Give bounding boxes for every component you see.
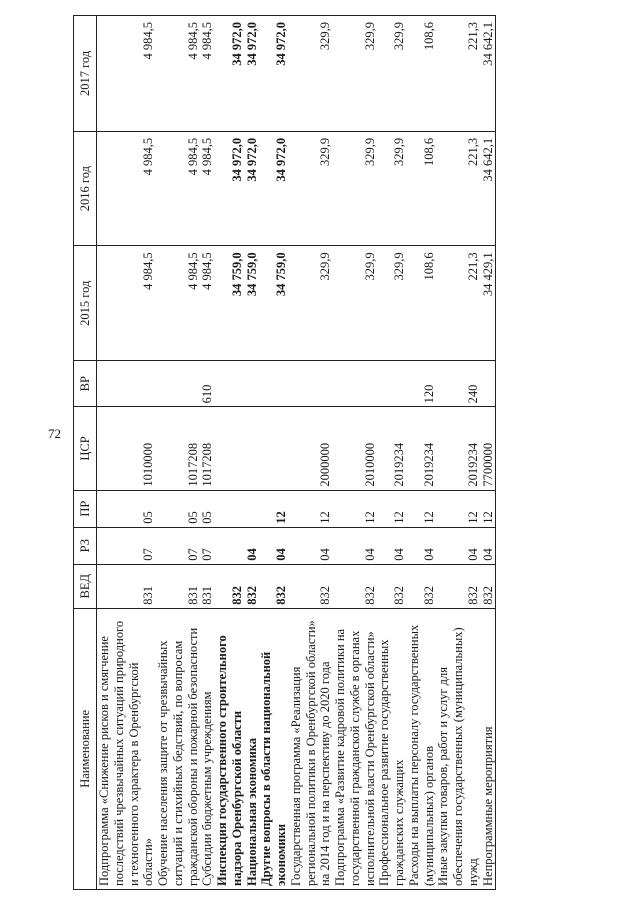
row-2015: 4 984,5 (200, 246, 215, 361)
row-name: Другие вопросы в области национальной экономики (259, 608, 289, 889)
row-pr: 12 (407, 490, 437, 527)
row-2017: 221,3 (436, 16, 480, 132)
row-ved: 831 (97, 564, 157, 608)
row-ved: 832 (245, 564, 260, 608)
row-pr (215, 490, 245, 527)
row-vr (289, 361, 333, 407)
row-2016: 4 984,5 (200, 131, 215, 246)
row-ved: 832 (215, 564, 245, 608)
row-ved: 832 (377, 564, 407, 608)
row-vr (97, 361, 157, 407)
row-rz: 07 (156, 527, 200, 564)
row-2015: 34 759,0 (245, 246, 260, 361)
table-row (481, 16, 496, 890)
row-csr: 7700000 (481, 407, 496, 490)
row-2016: 34 642,1 (481, 131, 496, 246)
row-csr: 1010000 (97, 407, 157, 490)
header-2016: 2016 год (74, 131, 97, 246)
row-csr: 2019234 (377, 407, 407, 490)
row-ved: 832 (259, 564, 289, 608)
row-2016: 108,6 (407, 131, 437, 246)
row-2017: 329,9 (289, 16, 333, 132)
row-pr: 05 (156, 490, 200, 527)
row-ved: 832 (436, 564, 480, 608)
header-vr: ВР (74, 361, 97, 407)
row-rz (215, 527, 245, 564)
row-pr: 05 (97, 490, 157, 527)
row-rz: 04 (259, 527, 289, 564)
row-pr: 12 (289, 490, 333, 527)
row-2016: 329,9 (289, 131, 333, 246)
row-rz: 04 (436, 527, 480, 564)
row-pr: 12 (377, 490, 407, 527)
row-2017: 329,9 (377, 16, 407, 132)
table-row (97, 16, 157, 890)
header-rz: РЗ (74, 527, 97, 564)
page-number: 72 (48, 426, 61, 441)
row-2015: 4 984,5 (156, 246, 200, 361)
row-csr: 2019234 (436, 407, 480, 490)
row-2017: 34 642,1 (481, 16, 496, 132)
row-rz: 04 (333, 527, 377, 564)
budget-table (73, 15, 496, 890)
row-vr: 120 (407, 361, 437, 407)
row-name: Государственная программа «Реализация региональной политики в Оренбургской области» на 2014 год и на перспективу до 2020 года (289, 608, 333, 889)
header-ved: ВЕД (74, 564, 97, 608)
rotated-budget-page (73, 15, 618, 890)
row-2016: 34 972,0 (259, 131, 289, 246)
row-vr (245, 361, 260, 407)
row-ved: 831 (156, 564, 200, 608)
row-pr: 12 (436, 490, 480, 527)
row-csr: 2000000 (289, 407, 333, 490)
row-2015: 4 984,5 (97, 246, 157, 361)
row-csr (245, 407, 260, 490)
header-csr: ЦСР (74, 407, 97, 490)
row-csr: 2010000 (333, 407, 377, 490)
row-name: Подпрограмма «Развитие кадровой политики на государственной гражданской службе в органах исполнительной власти Оренбургской области» (333, 608, 377, 889)
row-2016: 221,3 (436, 131, 480, 246)
row-rz: 07 (200, 527, 215, 564)
row-2016: 4 984,5 (156, 131, 200, 246)
row-vr: 610 (200, 361, 215, 407)
row-vr (481, 361, 496, 407)
row-pr: 12 (333, 490, 377, 527)
row-2017: 329,9 (333, 16, 377, 132)
row-name: Профессиональное развитие государственных гражданских служащих (377, 608, 407, 889)
row-csr (215, 407, 245, 490)
header-name: Наименование (74, 608, 97, 889)
row-ved: 832 (407, 564, 437, 608)
table-row (259, 16, 289, 890)
row-rz: 07 (97, 527, 157, 564)
row-rz: 04 (377, 527, 407, 564)
row-2015: 329,9 (377, 246, 407, 361)
table-header-row (74, 16, 97, 890)
row-name: Непрограммные мероприятия (481, 608, 496, 889)
row-2015: 221,3 (436, 246, 480, 361)
row-2015: 34 429,1 (481, 246, 496, 361)
table-row (436, 16, 480, 890)
row-2017: 34 972,0 (245, 16, 260, 132)
row-rz: 04 (245, 527, 260, 564)
row-csr (259, 407, 289, 490)
row-vr (377, 361, 407, 407)
row-2017: 34 972,0 (215, 16, 245, 132)
table-row (377, 16, 407, 890)
row-name: Расходы на выплаты персоналу государственных (муниципальных) органов (407, 608, 437, 889)
row-2015: 108,6 (407, 246, 437, 361)
row-rz: 04 (407, 527, 437, 564)
row-2016: 4 984,5 (97, 131, 157, 246)
row-2015: 329,9 (333, 246, 377, 361)
row-vr (156, 361, 200, 407)
table-row (333, 16, 377, 890)
row-name: Национальная экономика (245, 608, 260, 889)
row-pr (245, 490, 260, 527)
table-row (215, 16, 245, 890)
row-name: Обучение населения защите от чрезвычайных ситуаций и стихийных бедствий, по вопросам гражданской обороны и пожарной безопасности (156, 608, 200, 889)
row-pr: 12 (259, 490, 289, 527)
table-row (200, 16, 215, 890)
header-2015: 2015 год (74, 246, 97, 361)
row-2016: 329,9 (377, 131, 407, 246)
row-vr: 240 (436, 361, 480, 407)
row-ved: 831 (200, 564, 215, 608)
row-name: Иные закупки товаров, работ и услуг для обеспечения государственных (муниципальных) нужд (436, 608, 480, 889)
row-rz: 04 (481, 527, 496, 564)
row-pr: 12 (481, 490, 496, 527)
row-2017: 34 972,0 (259, 16, 289, 132)
table-row (156, 16, 200, 890)
row-name: Субсидии бюджетным учреждениям (200, 608, 215, 889)
row-2016: 329,9 (333, 131, 377, 246)
row-csr: 1017208 (156, 407, 200, 490)
row-2015: 329,9 (289, 246, 333, 361)
row-vr (333, 361, 377, 407)
table-row (407, 16, 437, 890)
table-row (245, 16, 260, 890)
row-vr (215, 361, 245, 407)
row-2017: 4 984,5 (97, 16, 157, 132)
row-ved: 832 (481, 564, 496, 608)
row-2016: 34 972,0 (215, 131, 245, 246)
row-2016: 34 972,0 (245, 131, 260, 246)
table-row (289, 16, 333, 890)
row-csr: 2019234 (407, 407, 437, 490)
row-2017: 108,6 (407, 16, 437, 132)
row-2017: 4 984,5 (200, 16, 215, 132)
row-ved: 832 (333, 564, 377, 608)
row-name: Подпрограмма «Снижение рисков и смягчение последствий чрезвычайных ситуаций природного и техногенного характера в Оренбургской области» (97, 608, 157, 889)
row-pr: 05 (200, 490, 215, 527)
row-vr (259, 361, 289, 407)
row-2017: 4 984,5 (156, 16, 200, 132)
header-2017: 2017 год (74, 16, 97, 132)
row-csr: 1017208 (200, 407, 215, 490)
row-ved: 832 (289, 564, 333, 608)
row-2015: 34 759,0 (259, 246, 289, 361)
row-name: Инспекция государственного строительного надзора Оренбургской области (215, 608, 245, 889)
row-rz: 04 (289, 527, 333, 564)
header-pr: ПР (74, 490, 97, 527)
row-2015: 34 759,0 (215, 246, 245, 361)
